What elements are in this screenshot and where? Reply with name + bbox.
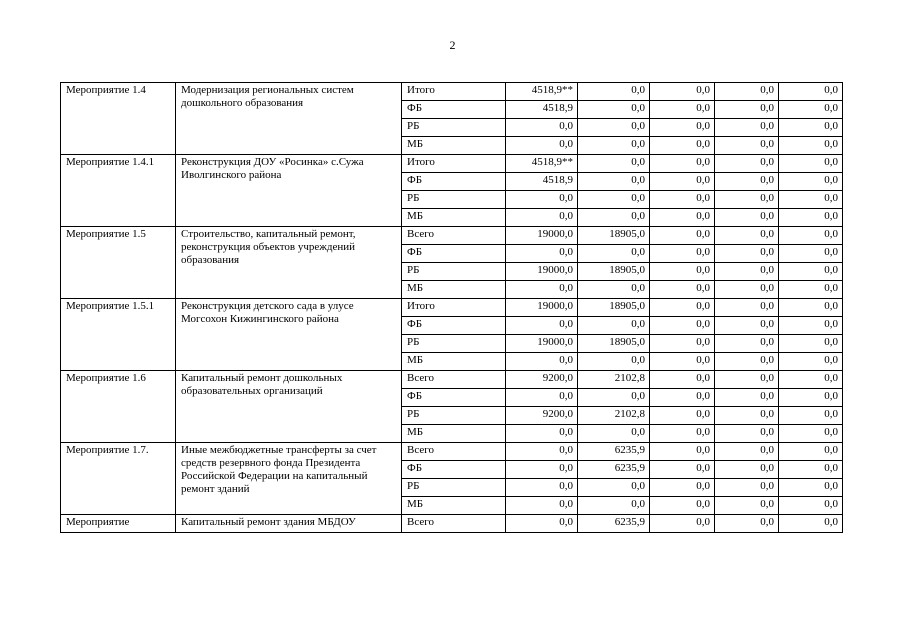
amount-cell: 0,0 bbox=[715, 461, 779, 479]
amount-cell: 0,0 bbox=[779, 443, 843, 461]
amount-cell: 0,0 bbox=[650, 335, 715, 353]
funding-source-cell: РБ bbox=[402, 407, 506, 425]
amount-cell: 0,0 bbox=[506, 281, 578, 299]
amount-cell: 0,0 bbox=[650, 353, 715, 371]
amount-cell: 0,0 bbox=[779, 353, 843, 371]
activity-cell: Мероприятие 1.6 bbox=[61, 371, 176, 443]
amount-cell: 0,0 bbox=[650, 389, 715, 407]
funding-source-cell: Всего bbox=[402, 371, 506, 389]
funding-source-cell: Всего bbox=[402, 227, 506, 245]
amount-cell: 0,0 bbox=[650, 227, 715, 245]
amount-cell: 19000,0 bbox=[506, 299, 578, 317]
funding-source-cell: МБ bbox=[402, 425, 506, 443]
funding-source-cell: РБ bbox=[402, 263, 506, 281]
amount-cell: 0,0 bbox=[650, 137, 715, 155]
amount-cell: 0,0 bbox=[779, 461, 843, 479]
amount-cell: 0,0 bbox=[578, 137, 650, 155]
amount-cell: 2102,8 bbox=[578, 371, 650, 389]
amount-cell: 0,0 bbox=[779, 209, 843, 227]
amount-cell: 0,0 bbox=[506, 443, 578, 461]
amount-cell: 0,0 bbox=[650, 119, 715, 137]
amount-cell: 6235,9 bbox=[578, 443, 650, 461]
table-row bbox=[61, 371, 843, 389]
amount-cell: 0,0 bbox=[779, 155, 843, 173]
description-cell: Модернизация региональных систем дошкольного образования bbox=[176, 83, 402, 155]
funding-source-cell: РБ bbox=[402, 119, 506, 137]
amount-cell: 0,0 bbox=[715, 137, 779, 155]
amount-cell: 0,0 bbox=[578, 479, 650, 497]
activity-cell: Мероприятие 1.5 bbox=[61, 227, 176, 299]
amount-cell: 0,0 bbox=[650, 209, 715, 227]
amount-cell: 0,0 bbox=[578, 191, 650, 209]
amount-cell: 19000,0 bbox=[506, 335, 578, 353]
amount-cell: 0,0 bbox=[578, 209, 650, 227]
amount-cell: 0,0 bbox=[578, 173, 650, 191]
amount-cell: 0,0 bbox=[779, 263, 843, 281]
budget-table bbox=[60, 82, 843, 533]
amount-cell: 0,0 bbox=[779, 245, 843, 263]
table-row bbox=[61, 155, 843, 173]
funding-source-cell: ФБ bbox=[402, 317, 506, 335]
amount-cell: 4518,9 bbox=[506, 101, 578, 119]
amount-cell: 0,0 bbox=[779, 479, 843, 497]
amount-cell: 0,0 bbox=[715, 281, 779, 299]
amount-cell: 0,0 bbox=[650, 425, 715, 443]
description-cell: Строительство, капитальный ремонт, реконструкция объектов учреждений образования bbox=[176, 227, 402, 299]
amount-cell: 18905,0 bbox=[578, 263, 650, 281]
amount-cell: 0,0 bbox=[715, 101, 779, 119]
amount-cell: 0,0 bbox=[715, 353, 779, 371]
amount-cell: 0,0 bbox=[578, 83, 650, 101]
amount-cell: 0,0 bbox=[715, 479, 779, 497]
description-cell: Иные межбюджетные трансферты за счет средств резервного фонда Президента Российской Федерации на капитальный ремонт зданий bbox=[176, 443, 402, 515]
amount-cell: 0,0 bbox=[578, 281, 650, 299]
funding-source-cell: Итого bbox=[402, 299, 506, 317]
amount-cell: 0,0 bbox=[779, 335, 843, 353]
amount-cell: 19000,0 bbox=[506, 263, 578, 281]
amount-cell: 0,0 bbox=[715, 299, 779, 317]
funding-source-cell: Итого bbox=[402, 83, 506, 101]
amount-cell: 0,0 bbox=[506, 425, 578, 443]
amount-cell: 0,0 bbox=[715, 227, 779, 245]
amount-cell: 0,0 bbox=[715, 263, 779, 281]
amount-cell: 0,0 bbox=[779, 425, 843, 443]
amount-cell: 0,0 bbox=[779, 227, 843, 245]
amount-cell: 0,0 bbox=[715, 119, 779, 137]
amount-cell: 18905,0 bbox=[578, 227, 650, 245]
amount-cell: 0,0 bbox=[779, 119, 843, 137]
amount-cell: 0,0 bbox=[506, 245, 578, 263]
amount-cell: 18905,0 bbox=[578, 299, 650, 317]
funding-source-cell: Итого bbox=[402, 155, 506, 173]
amount-cell: 0,0 bbox=[715, 443, 779, 461]
amount-cell: 0,0 bbox=[650, 371, 715, 389]
table-row bbox=[61, 515, 843, 533]
activity-cell: Мероприятие bbox=[61, 515, 176, 533]
amount-cell: 0,0 bbox=[715, 191, 779, 209]
amount-cell: 19000,0 bbox=[506, 227, 578, 245]
amount-cell: 0,0 bbox=[578, 119, 650, 137]
amount-cell: 0,0 bbox=[506, 479, 578, 497]
funding-source-cell: МБ bbox=[402, 209, 506, 227]
amount-cell: 4518,9** bbox=[506, 155, 578, 173]
funding-source-cell: ФБ bbox=[402, 101, 506, 119]
amount-cell: 0,0 bbox=[506, 209, 578, 227]
amount-cell: 0,0 bbox=[715, 209, 779, 227]
amount-cell: 0,0 bbox=[779, 407, 843, 425]
amount-cell: 0,0 bbox=[715, 335, 779, 353]
amount-cell: 6235,9 bbox=[578, 461, 650, 479]
amount-cell: 0,0 bbox=[715, 317, 779, 335]
table-row bbox=[61, 227, 843, 245]
amount-cell: 0,0 bbox=[578, 353, 650, 371]
funding-source-cell: МБ bbox=[402, 353, 506, 371]
amount-cell: 0,0 bbox=[650, 263, 715, 281]
amount-cell: 0,0 bbox=[779, 83, 843, 101]
amount-cell: 0,0 bbox=[650, 407, 715, 425]
amount-cell: 0,0 bbox=[650, 83, 715, 101]
amount-cell: 0,0 bbox=[715, 407, 779, 425]
amount-cell: 0,0 bbox=[506, 497, 578, 515]
amount-cell: 2102,8 bbox=[578, 407, 650, 425]
amount-cell: 0,0 bbox=[650, 443, 715, 461]
description-cell: Капитальный ремонт здания МБДОУ bbox=[176, 515, 402, 533]
amount-cell: 0,0 bbox=[650, 101, 715, 119]
amount-cell: 0,0 bbox=[506, 137, 578, 155]
amount-cell: 0,0 bbox=[578, 101, 650, 119]
activity-cell: Мероприятие 1.4.1 bbox=[61, 155, 176, 227]
amount-cell: 0,0 bbox=[715, 515, 779, 533]
funding-source-cell: ФБ bbox=[402, 245, 506, 263]
amount-cell: 0,0 bbox=[506, 461, 578, 479]
amount-cell: 0,0 bbox=[779, 101, 843, 119]
amount-cell: 0,0 bbox=[650, 497, 715, 515]
amount-cell: 6235,9 bbox=[578, 515, 650, 533]
amount-cell: 0,0 bbox=[650, 155, 715, 173]
amount-cell: 9200,0 bbox=[506, 407, 578, 425]
amount-cell: 0,0 bbox=[715, 245, 779, 263]
table-row bbox=[61, 443, 843, 461]
amount-cell: 0,0 bbox=[650, 317, 715, 335]
amount-cell: 0,0 bbox=[650, 479, 715, 497]
amount-cell: 0,0 bbox=[506, 353, 578, 371]
amount-cell: 0,0 bbox=[578, 497, 650, 515]
amount-cell: 0,0 bbox=[715, 497, 779, 515]
amount-cell: 4518,9** bbox=[506, 83, 578, 101]
amount-cell: 0,0 bbox=[779, 299, 843, 317]
activity-cell: Мероприятие 1.5.1 bbox=[61, 299, 176, 371]
funding-source-cell: РБ bbox=[402, 335, 506, 353]
amount-cell: 0,0 bbox=[578, 389, 650, 407]
amount-cell: 0,0 bbox=[779, 191, 843, 209]
activity-cell: Мероприятие 1.4 bbox=[61, 83, 176, 155]
amount-cell: 0,0 bbox=[506, 191, 578, 209]
funding-source-cell: МБ bbox=[402, 281, 506, 299]
amount-cell: 0,0 bbox=[779, 371, 843, 389]
amount-cell: 0,0 bbox=[650, 245, 715, 263]
amount-cell: 0,0 bbox=[715, 371, 779, 389]
funding-source-cell: РБ bbox=[402, 191, 506, 209]
amount-cell: 0,0 bbox=[650, 173, 715, 191]
page-number: 2 bbox=[449, 38, 456, 52]
amount-cell: 0,0 bbox=[779, 497, 843, 515]
table-row bbox=[61, 299, 843, 317]
amount-cell: 0,0 bbox=[715, 155, 779, 173]
funding-source-cell: МБ bbox=[402, 497, 506, 515]
amount-cell: 0,0 bbox=[650, 299, 715, 317]
amount-cell: 0,0 bbox=[506, 389, 578, 407]
amount-cell: 0,0 bbox=[578, 245, 650, 263]
amount-cell: 0,0 bbox=[779, 137, 843, 155]
amount-cell: 0,0 bbox=[779, 317, 843, 335]
amount-cell: 0,0 bbox=[506, 119, 578, 137]
table-row bbox=[61, 83, 843, 101]
amount-cell: 0,0 bbox=[506, 515, 578, 533]
amount-cell: 4518,9 bbox=[506, 173, 578, 191]
amount-cell: 0,0 bbox=[779, 281, 843, 299]
amount-cell: 0,0 bbox=[715, 83, 779, 101]
amount-cell: 9200,0 bbox=[506, 371, 578, 389]
description-cell: Реконструкция ДОУ «Росинка» с.Сужа Иволгинского района bbox=[176, 155, 402, 227]
amount-cell: 18905,0 bbox=[578, 335, 650, 353]
funding-source-cell: Всего bbox=[402, 515, 506, 533]
amount-cell: 0,0 bbox=[578, 425, 650, 443]
amount-cell: 0,0 bbox=[506, 317, 578, 335]
amount-cell: 0,0 bbox=[779, 173, 843, 191]
funding-source-cell: РБ bbox=[402, 479, 506, 497]
amount-cell: 0,0 bbox=[650, 191, 715, 209]
amount-cell: 0,0 bbox=[715, 389, 779, 407]
funding-source-cell: МБ bbox=[402, 137, 506, 155]
funding-source-cell: Всего bbox=[402, 443, 506, 461]
funding-source-cell: ФБ bbox=[402, 173, 506, 191]
amount-cell: 0,0 bbox=[779, 515, 843, 533]
description-cell: Капитальный ремонт дошкольных образовательных организаций bbox=[176, 371, 402, 443]
amount-cell: 0,0 bbox=[715, 173, 779, 191]
amount-cell: 0,0 bbox=[650, 281, 715, 299]
amount-cell: 0,0 bbox=[650, 515, 715, 533]
amount-cell: 0,0 bbox=[779, 389, 843, 407]
activity-cell: Мероприятие 1.7. bbox=[61, 443, 176, 515]
description-cell: Реконструкция детского сада в улусе Могсохон Кижингинского района bbox=[176, 299, 402, 371]
amount-cell: 0,0 bbox=[578, 317, 650, 335]
funding-source-cell: ФБ bbox=[402, 461, 506, 479]
funding-source-cell: ФБ bbox=[402, 389, 506, 407]
amount-cell: 0,0 bbox=[578, 155, 650, 173]
amount-cell: 0,0 bbox=[715, 425, 779, 443]
amount-cell: 0,0 bbox=[650, 461, 715, 479]
